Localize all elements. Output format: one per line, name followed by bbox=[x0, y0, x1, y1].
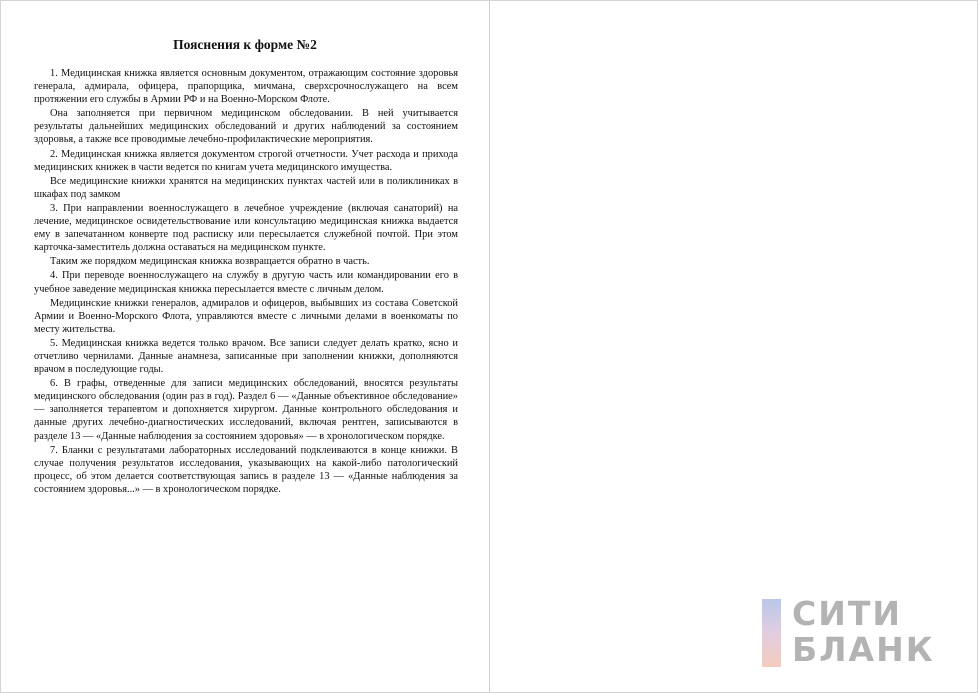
page-title: Пояснения к форме №2 bbox=[173, 37, 317, 52]
paragraph: 6. В графы, отведенные для записи медицинских обследований, вносятся результаты медицинского обследования (один раз в год). Раздел 6 — «Данные объективное обследование» — заполняется терапевтом и допохняется хирургом. Данные контрольного обследования и данные других лечебно-диагностических исследований, включая рентген, записываются в разделе 13 — «Данные наблюдения за состоянием здоровья» — в хронологическом порядке. bbox=[34, 378, 458, 442]
logo-text-line1: СИТИ bbox=[792, 594, 902, 633]
right-page bbox=[490, 1, 977, 692]
paragraph: 2. Медицинская книжка является документом строгой отчетности. Учет расхода и прихода медицинских книжек в части ведется по книгам учета медицинского имущества. bbox=[34, 148, 458, 173]
paragraph: 5. Медицинская книжка ведется только врачом. Все записи следует делать кратко, ясно и отчетливо чернилами. Данные анамнеза, записанные при заполнении книжки, дополняются врачом в последующие годы. bbox=[34, 337, 458, 376]
paragraph: 3. При направлении военнослужащего в лечебное учреждение (включая санаторий) на лечение, медицинское освидетельствование или консультацию медицинская книжка выдается ему в запечатанном конверте под расписку или пересылается служебной почтой. При этом карточка-заместитель должна оставаться на медицинском пункте. bbox=[34, 202, 458, 254]
paragraph: 7. Бланки с результатами лабораторных исследований подклеиваются в конце книжки. В случае получения результатов исследования, указывающих на какой-либо патологический процесс, об этом делается соответствующая запись в разделе 13 — «Данные наблюдения за состоянием здоровья...» — в хронологическом порядке. bbox=[34, 444, 458, 495]
watermark-logo bbox=[762, 594, 962, 671]
paragraph: 1. Медицинская книжка является основным документом, отражающим состояние здоровья генерала, адмирала, офицера, прапорщика, мичмана, сверхсрочнослужащего на всем протяжении его службы в Армии РФ и на Военно-Морском Флоте. bbox=[34, 68, 458, 106]
paragraph: Медицинские книжки генералов, адмиралов и офицеров, выбывших из состава Советской Армии и Военно-Морского Флота, управляются вместе с личными делами в военкоматы по месту жительства. bbox=[34, 297, 458, 335]
left-page bbox=[1, 1, 489, 692]
page-body bbox=[34, 67, 458, 497]
paragraph: 4. При переводе военнослужащего на службу в другую часть или командировании его в учебное заведение медицинская книжка пересылается вместе с личным делом. bbox=[34, 270, 458, 295]
paragraph: Таким же порядком медицинская книжка возвращается обратно в часть. bbox=[50, 256, 370, 268]
logo-gradient-bar bbox=[762, 599, 781, 667]
logo-text-line2: БЛАНК bbox=[792, 630, 935, 669]
paragraph: Она заполняется при первичном медицинском обследовании. В ней учитывается результаты дальнейших медицинских обследований и других наблюдений за состоянием здоровья, а также все проводимые лечебно-профилактические мероприятия. bbox=[34, 108, 458, 146]
paragraph: Все медицинские книжки хранятся на медицинских пунктах частей или в поликлиниках в шкафах под замком bbox=[34, 175, 458, 200]
